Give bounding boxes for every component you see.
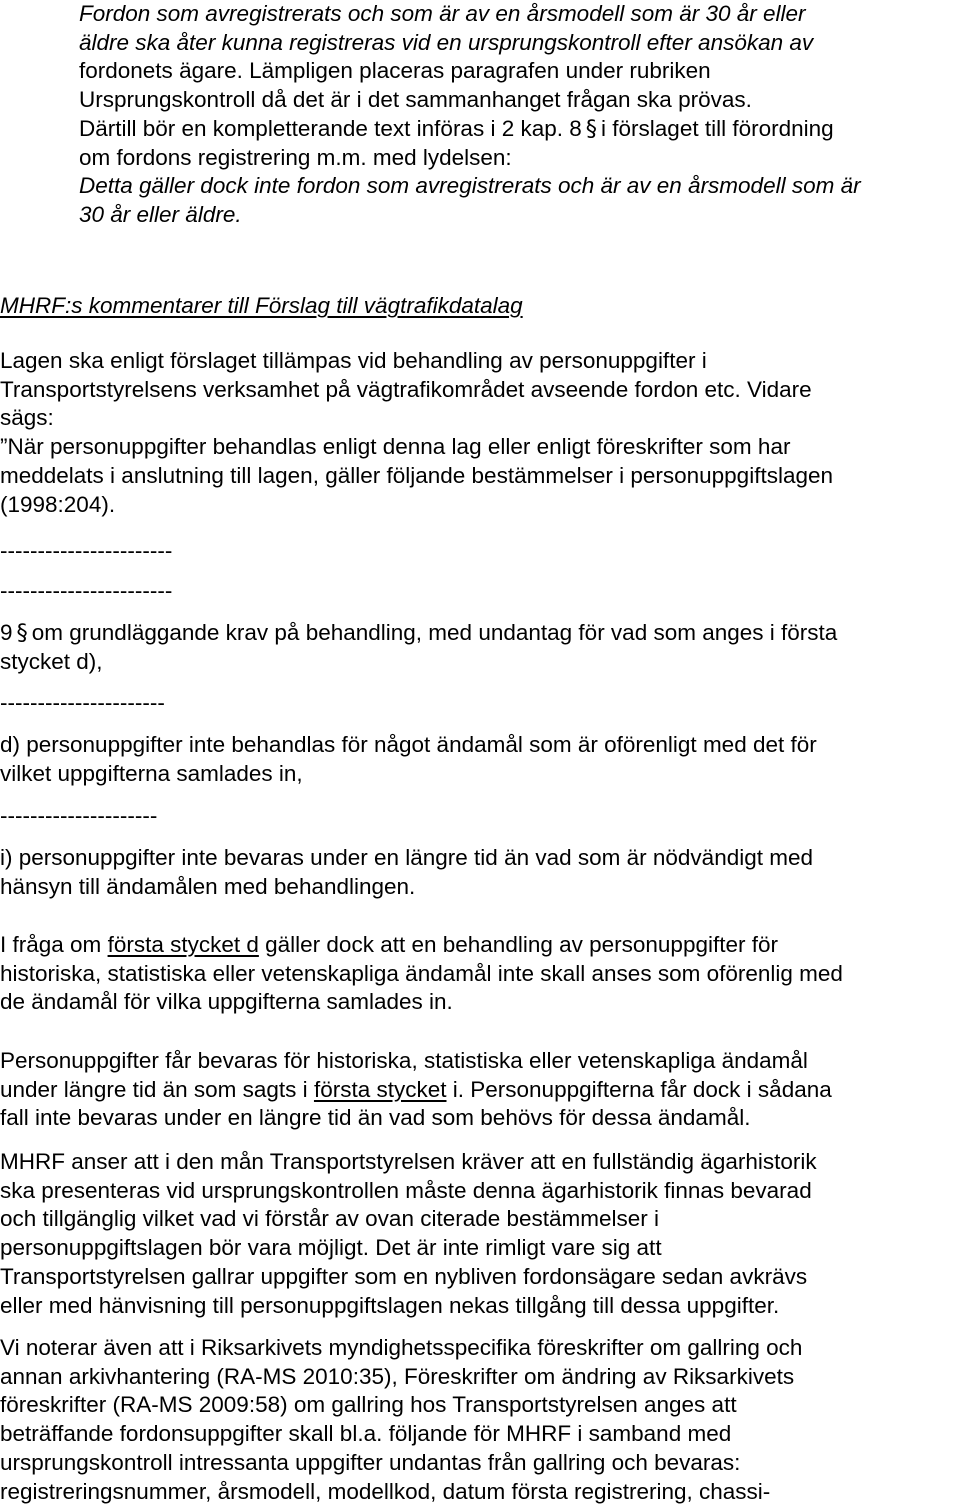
intro-italic-line: 30 år eller äldre. <box>79 201 242 227</box>
section-9-line <box>0 619 960 648</box>
separator-line: --------------------- <box>0 803 158 828</box>
text-line: beträffande fordonsuppgifter skall bl.a. följande för MHRF i samband med <box>0 1421 732 1447</box>
section-number: 9 <box>0 620 13 645</box>
text-line: vilket uppgifterna samlades in, <box>0 760 303 786</box>
text-segment: gäller dock att en behandling av personuppgifter för <box>265 932 778 957</box>
section-heading-block <box>0 292 960 321</box>
text-line: MHRF anser att i den mån Transportstyrelsen kräver att en fullständig ägarhistorik <box>0 1149 817 1174</box>
text-line: historiska, statistiska eller vetenskapliga ändamål inte skall anses som oförenlig med <box>0 960 843 986</box>
separator-line: ---------------------- <box>0 690 165 715</box>
text-line: i) personuppgifter inte bevaras under en längre tid än vad som är nödvändigt med <box>0 845 813 870</box>
text-line: eller med hänvisning till personuppgiftslagen nekas tillgång till dessa uppgifter. <box>0 1292 780 1318</box>
text-line <box>0 1076 960 1105</box>
section-9-text: om grundläggande krav på behandling, med undantag för vad som anges i första <box>31 620 838 645</box>
text-line: fall inte bevaras under en längre tid än vad som behövs för dessa ändamål. <box>0 1105 751 1131</box>
intro-italic-line: Fordon som avregistrerats och som är av en årsmodell som är 30 år eller <box>79 1 806 26</box>
text-segment: i. Personuppgifterna får dock i sådana <box>452 1076 832 1102</box>
intro-line-para-ref <box>79 115 960 144</box>
paragraph-riksarkivet <box>0 1334 960 1506</box>
intro-line-start: Därtill bör en kompletterande text införas i 2 kap. <box>79 115 563 141</box>
text-line: sägs: <box>0 405 54 431</box>
paragraph-sign: § <box>585 115 598 142</box>
intro-line-end: i förslaget till förordning <box>601 115 834 141</box>
separator-line: ----------------------- <box>0 578 173 603</box>
section-heading: MHRF:s kommentarer till Förslag till vägtrafikdatalag <box>0 293 523 318</box>
section-9 <box>0 619 960 676</box>
text-line: personuppgiftslagen bör vara möjligt. Det är inte rimligt vare sig att <box>0 1235 662 1261</box>
intro-line: om fordons registrering m.m. med lydelsen: <box>79 144 512 170</box>
intro-line: Ursprungskontroll då det är i det sammanhanget frågan ska prövas. <box>79 87 752 113</box>
text-line: hänsyn till ändamålen med behandlingen. <box>0 873 416 899</box>
text-line: föreskrifter (RA-MS 2009:58) om gallring hos Transportstyrelsen anges att <box>0 1392 737 1418</box>
text-line: stycket d), <box>0 648 103 674</box>
separator <box>0 577 960 606</box>
text-line <box>0 931 960 960</box>
item-d <box>0 731 960 788</box>
paragraph-lagen <box>0 347 960 519</box>
reference-link[interactable]: första stycket d <box>107 932 259 957</box>
text-line: och tillgänglig vilket vad vi förstår av ovan citerade bestämmelser i <box>0 1206 660 1232</box>
paragraph-sign: § <box>16 620 28 646</box>
text-line: Personuppgifter får bevaras för historiska, statistiska eller vetenskapliga ändamål <box>0 1048 808 1073</box>
text-line: registreringsnummer, årsmodell, modellkod, datum första registrering, chassi- <box>0 1478 771 1504</box>
text-segment: I fråga om <box>0 932 102 957</box>
intro-italic-line: äldre ska åter kunna registreras vid en ursprungskontroll efter ansökan av <box>79 29 814 55</box>
reference-link[interactable]: första stycket <box>313 1076 447 1102</box>
separator <box>0 689 960 718</box>
text-line: Lagen ska enligt förslaget tillämpas vid behandling av personuppgifter i <box>0 348 707 373</box>
intro-line: fordonets ägare. Lämpligen placeras paragrafen under rubriken <box>79 58 711 84</box>
separator <box>0 802 960 831</box>
quote-line: ”När personuppgifter behandlas enligt denna lag eller enligt föreskrifter som har <box>0 434 791 460</box>
intro-italic-line: Detta gäller dock inte fordon som avregistrerats och är av en årsmodell som är <box>79 173 861 199</box>
item-i <box>0 844 960 901</box>
text-line: Transportstyrelsen gallrar uppgifter som en nybliven fordonsägare sedan avkrävs <box>0 1263 808 1289</box>
para-number: 8 <box>569 115 582 141</box>
quote-line: meddelats i anslutning till lagen, gäller följande bestämmelser i personuppgiftslagen <box>0 462 833 488</box>
paragraph-ifraga <box>0 931 960 1017</box>
text-line: annan arkivhantering (RA-MS 2010:35), Föreskrifter om ändring av Riksarkivets <box>0 1363 795 1389</box>
text-line: Vi noterar även att i Riksarkivets myndighetsspecifika föreskrifter om gallring och <box>0 1335 803 1360</box>
separator-line: ----------------------- <box>0 538 173 563</box>
quote-line: (1998:204). <box>0 491 116 517</box>
text-line: de ändamål för vilka uppgifterna samlades in. <box>0 989 453 1015</box>
separator <box>0 537 960 566</box>
text-line: d) personuppgifter inte behandlas för något ändamål som är oförenligt med det för <box>0 732 817 757</box>
intro-block <box>0 0 960 230</box>
text-line: ska presenteras vid ursprungskontrollen måste denna ägarhistorik finnas bevarad <box>0 1177 812 1203</box>
text-segment: under längre tid än som sagts i <box>0 1076 308 1102</box>
paragraph-bevaras <box>0 1047 960 1133</box>
paragraph-mhrf <box>0 1148 960 1320</box>
text-line: Transportstyrelsens verksamhet på vägtrafikområdet avseende fordon etc. Vidare <box>0 376 812 402</box>
text-line: ursprungskontroll intressanta uppgifter undantas från gallring och bevaras: <box>0 1449 741 1475</box>
